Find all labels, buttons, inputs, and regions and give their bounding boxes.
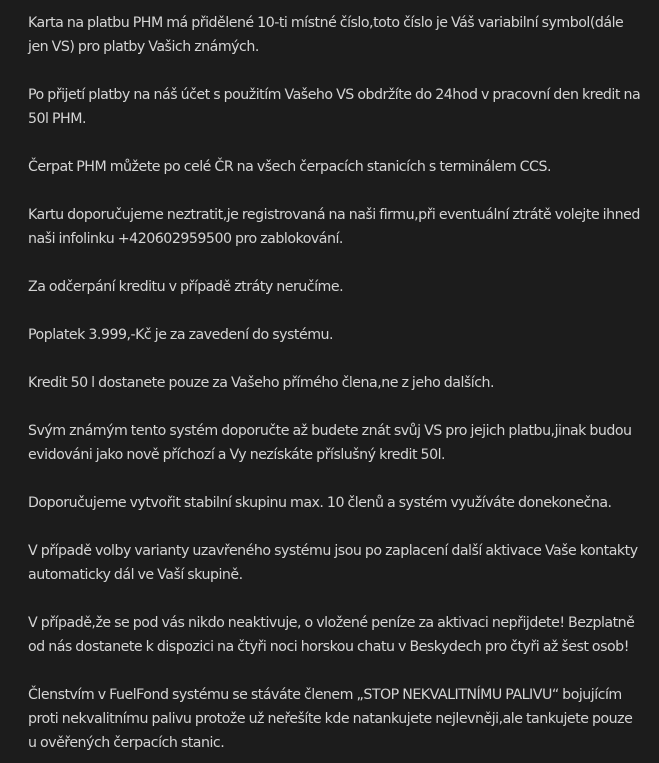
paragraph-payment-credit: Po přijetí platby na náš účet s použitím Vašeho VS obdržíte do 24hod v pracovní den kredit na 50l PHM.	[28, 87, 641, 127]
paragraph-closed-system: V případě volby varianty uzavřeného systému jsou po zaplacení další aktivace Vaše kontakty automaticky dál ve Vaší skupině.	[28, 543, 638, 583]
paragraph-membership: Členstvím v FuelFond systému se stáváte členem „STOP NEKVALITNÍMU PALIVU“ bojujícím proti nekvalitnímu palivu protože už neřešíte kde natankujete nejlevněji,ale tankujete pouze u ověřených čerpacích stanic.	[28, 687, 633, 751]
paragraph-direct-member: Kredit 50 l dostanete pouze za Vašeho přímého člena,ne z jeho dalších.	[28, 375, 495, 391]
paragraph-recommend: Svým známým tento systém doporučte až budete znát svůj VS pro jejich platbu,jinak budou evidováni jako nově příchozí a Vy nezískáte příslušný kredit 50l.	[28, 423, 632, 463]
paragraph-card-number: Karta na platbu PHM má přidělené 10-ti místné číslo,toto číslo je Váš variabilní symbol(dále jen VS) pro platby Vašich známých.	[28, 15, 624, 55]
paragraph-guarantee: V případě,že se pod vás nikdo neaktivuje, o vložené peníze za aktivaci nepřijdete! Bezplatně od nás dostanete k dispozici na čtyři noci horskou chatu v Beskydech pro čtyři až šest osob!	[28, 615, 635, 655]
paragraph-liability: Za odčerpání kreditu v případě ztráty neručíme.	[28, 279, 344, 295]
paragraph-fuel-stations: Čerpat PHM můžete po celé ČR na všech čerpacích stanicích s terminálem CCS.	[28, 159, 551, 175]
paragraph-fee: Poplatek 3.999,-Kč je za zavedení do systému.	[28, 327, 334, 343]
paragraph-card-loss: Kartu doporučujeme neztratit,je registrovaná na naši firmu,při eventuální ztrátě volejte ihned naši infolinku +420602959500 pro zablokování.	[28, 207, 640, 247]
paragraph-stable-group: Doporučujeme vytvořit stabilní skupinu max. 10 členů a systém využíváte donekonečna.	[28, 495, 612, 511]
